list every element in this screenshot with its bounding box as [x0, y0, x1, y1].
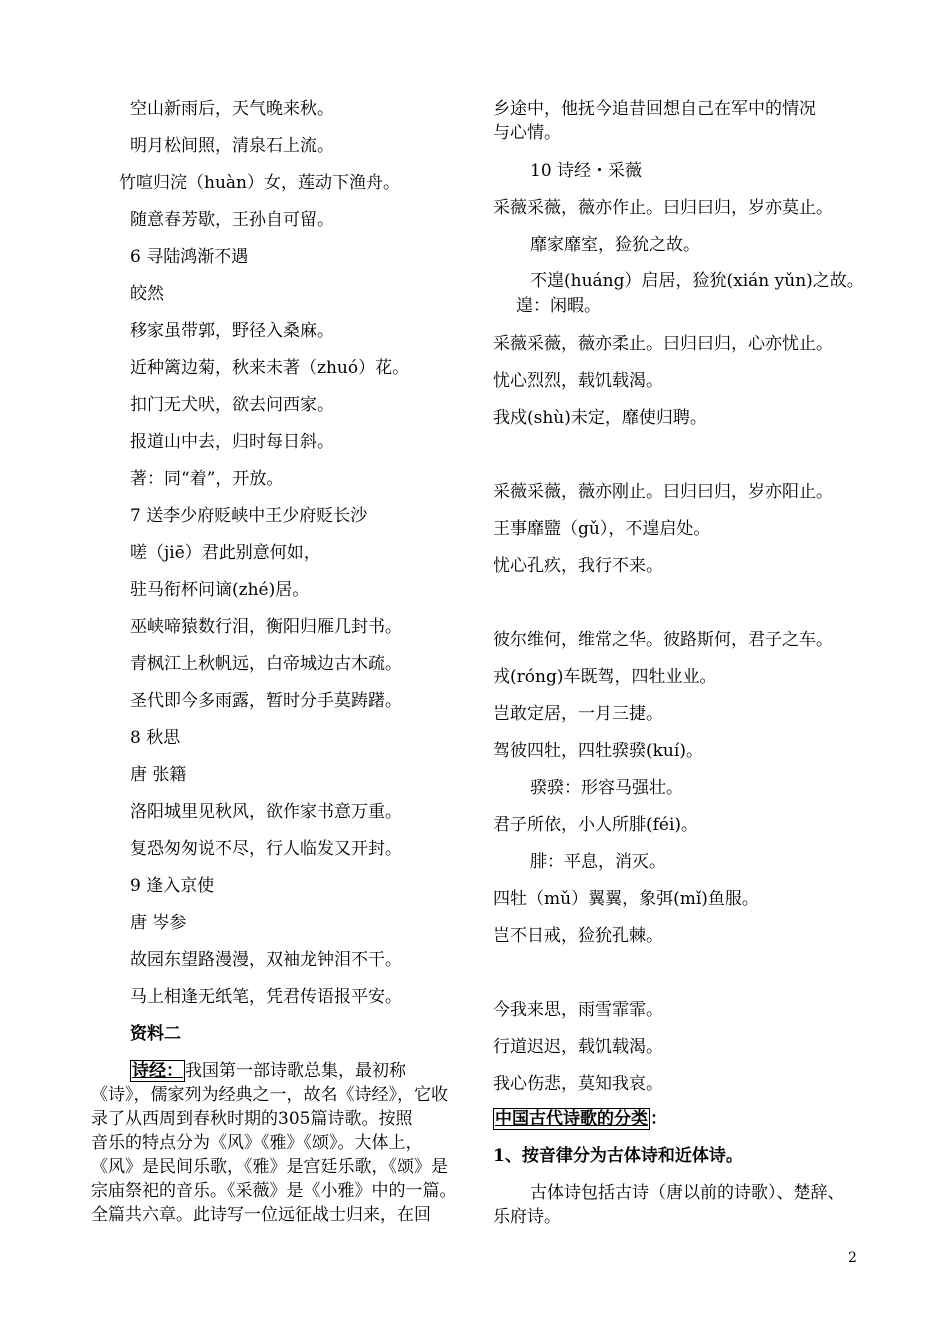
- section-heading: 资料二: [130, 1024, 181, 1044]
- text-line: 今我来思，雨雪霏霏。: [493, 1000, 663, 1020]
- text-line: 四牡（mǔ）翼翼，象弭(mǐ)鱼服。: [493, 889, 759, 909]
- annotation: 遑：闲暇。: [516, 296, 601, 316]
- text-line: 我心伤悲，莫知我哀。: [493, 1074, 663, 1094]
- paragraph-line: [130, 1060, 406, 1082]
- annotation: 著：同“着”，开放。: [130, 469, 284, 489]
- text-line: 马上相逢无纸笔，凭君传语报平安。: [130, 987, 402, 1007]
- text-line: 竹喧归浣（huàn）女，莲动下渔舟。: [119, 173, 400, 193]
- term-label: 诗经：: [132, 1061, 183, 1081]
- paragraph-line: 《诗》，儒家列为经典之一，故名《诗经》，它收: [91, 1085, 448, 1105]
- section-title-colon: ：: [650, 1109, 667, 1129]
- annotation: 骙骙：形容马强壮。: [530, 778, 683, 798]
- text-line: 复恐匆匆说不尽，行人临发又开封。: [130, 839, 402, 859]
- paragraph-line: 宗庙祭祀的音乐。《采薇》是《小雅》中的一篇。: [91, 1181, 457, 1201]
- paragraph-line: 古体诗包括古诗（唐以前的诗歌）、楚辞、: [530, 1183, 845, 1203]
- poem-author: 唐 岑参: [130, 913, 187, 933]
- text-line: 移家虽带郭，野径入桑麻。: [130, 321, 334, 341]
- text-line: 行道迟迟，载饥载渴。: [493, 1037, 663, 1057]
- text-line: 故园东望路漫漫，双袖龙钟泪不干。: [130, 950, 402, 970]
- text-line: 靡家靡室，猃狁之故。: [530, 235, 700, 255]
- section-title: [493, 1108, 667, 1130]
- text-line: 近种篱边菊，秋来未著（zhuó）花。: [130, 358, 410, 378]
- text-line: 我戍(shù)未定，靡使归聘。: [493, 408, 707, 428]
- page-number: 2: [848, 1250, 857, 1266]
- text-line: 驾彼四牡，四牡骙骙(kuí)。: [493, 741, 703, 761]
- text-line: 嗟（jiē）君此别意何如，: [130, 543, 321, 563]
- paragraph-line: 乐府诗。: [493, 1207, 561, 1227]
- poem-title: 6 寻陆鸿渐不遇: [130, 247, 249, 267]
- paragraph-line: 录了从西周到春秋时期的305篇诗歌。按照: [91, 1109, 413, 1129]
- text-line: 岂敢定居，一月三捷。: [493, 704, 663, 724]
- text-line: 岂不日戒，猃狁孔棘。: [493, 926, 663, 946]
- text-line: 君子所依，小人所腓(féi)。: [493, 815, 699, 835]
- poem-title: 8 秋思: [130, 728, 181, 748]
- text-line: 明月松间照，清泉石上流。: [130, 136, 334, 156]
- paragraph-line: 乡途中，他抚今追昔回想自己在军中的情况: [493, 99, 816, 119]
- text-line: 彼尔维何，维常之华。彼路斯何，君子之车。: [493, 630, 833, 650]
- paragraph-line: 全篇共六章。此诗写一位远征战士归来，在回: [91, 1205, 431, 1225]
- paragraph-line: 《风》是民间乐歌，《雅》是宫廷乐歌，《颂》是: [91, 1157, 448, 1177]
- subheading: 1、按音律分为古体诗和近体诗。: [493, 1146, 743, 1166]
- paragraph-line: 与心情。: [493, 123, 561, 143]
- paragraph-text: 我国第一部诗歌总集，最初称: [185, 1061, 406, 1081]
- text-line: 驻马衔杯问谪(zhé)居。: [130, 580, 310, 600]
- text-line: 青枫江上秋帆远，白帝城边古木疏。: [130, 654, 402, 674]
- text-line: 洛阳城里见秋风，欲作家书意万重。: [130, 802, 402, 822]
- text-line: 随意春芳歇，王孙自可留。: [130, 210, 334, 230]
- text-line: 采薇采薇，薇亦柔止。曰归曰归，心亦忧止。: [493, 334, 833, 354]
- poem-title: 7 送李少府贬峡中王少府贬长沙: [130, 506, 368, 526]
- annotation: 腓：平息，消灭。: [530, 852, 666, 872]
- text-line: 戎(róng)车既驾，四牡业业。: [493, 667, 717, 687]
- section-title-text: 中国古代诗歌的分类: [495, 1109, 648, 1129]
- text-line: 报道山中去，归时每日斜。: [130, 432, 334, 452]
- poem-author: 皎然: [130, 284, 164, 304]
- text-line: 忧心孔疚，我行不来。: [493, 556, 663, 576]
- poem-title: 10 诗经・采薇: [530, 161, 643, 181]
- text-line: 空山新雨后，天气晚来秋。: [130, 99, 334, 119]
- text-line: 采薇采薇，薇亦刚止。曰归曰归，岁亦阳止。: [493, 482, 833, 502]
- text-line: 扣门无犬吠，欲去问西家。: [130, 395, 334, 415]
- paragraph-line: 音乐的特点分为《风》《雅》《颂》。大体上，: [91, 1133, 423, 1153]
- text-line: 不遑(huáng）启居，猃狁(xián yǔn)之故。: [530, 271, 864, 291]
- poem-title: 9 逢入京使: [130, 876, 215, 896]
- poem-author: 唐 张籍: [130, 765, 187, 785]
- text-line: 王事靡盬（gǔ），不遑启处。: [493, 519, 711, 539]
- text-line: 采薇采薇，薇亦作止。曰归曰归，岁亦莫止。: [493, 198, 833, 218]
- text-line: 圣代即今多雨露，暂时分手莫踌躇。: [130, 691, 402, 711]
- text-line: 巫峡啼猿数行泪，衡阳归雁几封书。: [130, 617, 402, 637]
- text-line: 忧心烈烈，载饥载渴。: [493, 371, 663, 391]
